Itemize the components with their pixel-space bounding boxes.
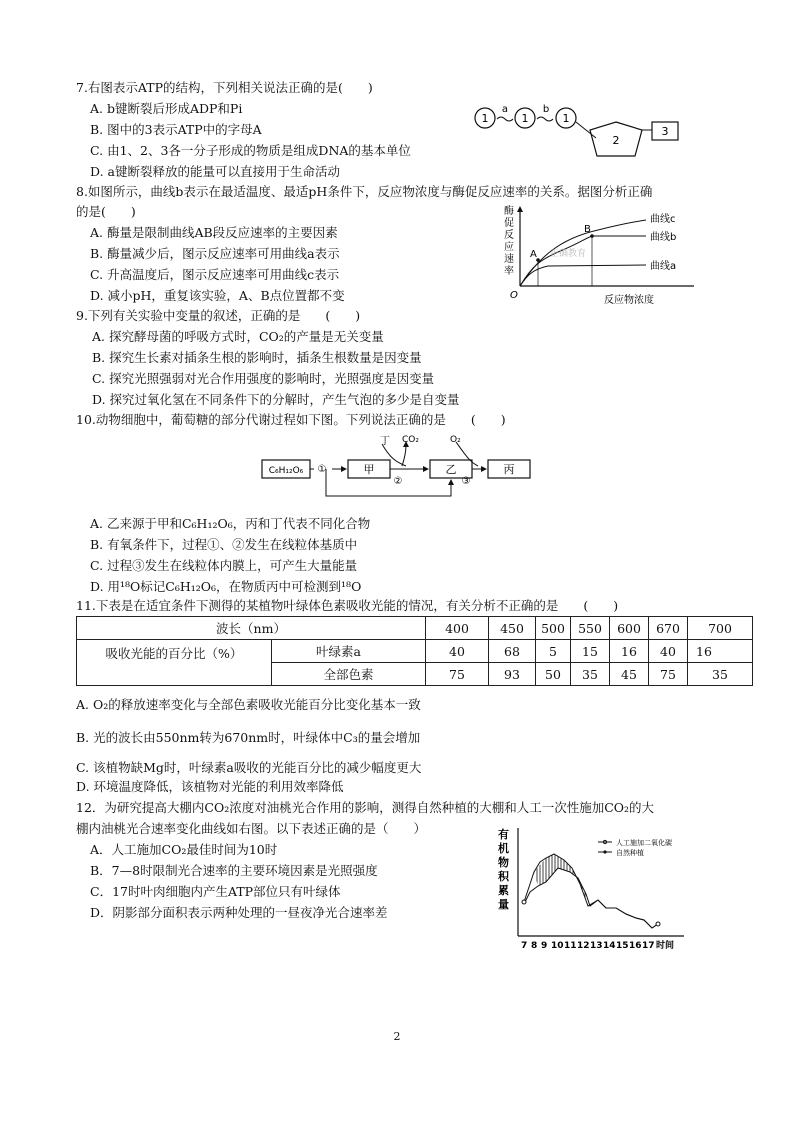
q10-stem: 10.动物细胞中，葡萄糖的部分代谢过程如下图。下列说法正确的是 ( ) bbox=[76, 412, 506, 427]
table-row bbox=[77, 640, 753, 663]
glucose-metabolism-diagram bbox=[256, 432, 556, 504]
q11-stem: 11.下表是在适宜条件下测得的某植物叶绿体色素吸收光能的情况，有关分析不正确的是 ( ) bbox=[76, 598, 619, 613]
q12-option-b: B．7—8时限制光合速率的主要环境因素是光照强度 bbox=[90, 863, 378, 878]
bing-box-label: 丙 bbox=[503, 463, 515, 476]
svg-text:积: 积 bbox=[498, 870, 509, 883]
enzyme-graph-xlabel: 反应物浓度 bbox=[604, 295, 654, 306]
svg-text:13: 13 bbox=[590, 941, 603, 951]
q9-option-c: C. 探究光照强弱对光合作用强度的影响时，光照强度是因变量 bbox=[92, 371, 435, 386]
table-cell: 40 bbox=[426, 640, 489, 663]
svg-text:反: 反 bbox=[504, 230, 514, 241]
svg-text:有: 有 bbox=[498, 828, 509, 841]
q7-option-d: D. a键断裂释放的能量可以直接用于生命活动 bbox=[90, 164, 340, 179]
table-cell: 45 bbox=[610, 663, 649, 686]
svg-text:9: 9 bbox=[541, 941, 548, 951]
enzyme-graph-origin: O bbox=[510, 290, 518, 301]
atp-phosphate-1: 1 bbox=[481, 112, 489, 125]
q10-option-c: C. 过程③发生在线粒体内膜上，可产生大量能量 bbox=[90, 558, 358, 573]
svg-text:累: 累 bbox=[498, 884, 509, 897]
svg-text:7: 7 bbox=[521, 941, 528, 951]
q8-option-d: D. 减小pH，重复该实验，A、B点位置都不变 bbox=[90, 288, 345, 303]
enzyme-graph-ylabel bbox=[504, 204, 514, 277]
svg-text:应: 应 bbox=[504, 242, 514, 253]
legend-natural: 自然种植 bbox=[616, 849, 644, 857]
table-cell: 400 bbox=[426, 617, 489, 640]
table-header-wavelength: 波长（nm） bbox=[77, 617, 426, 640]
page-number: 2 bbox=[393, 1030, 401, 1043]
q12-option-d: D．阴影部分面积表示两种处理的一昼夜净光合速率差 bbox=[90, 905, 388, 920]
q10-option-b: B. 有氧条件下，过程①、②发生在线粒体基质中 bbox=[90, 537, 358, 552]
atp-bond-b-label: b bbox=[542, 104, 550, 115]
svg-text:速: 速 bbox=[504, 254, 514, 265]
q8-option-c: C. 升高温度后，图示反应速率可用曲线c表示 bbox=[90, 267, 340, 282]
table-cell: 600 bbox=[610, 617, 649, 640]
atp-structure-diagram bbox=[470, 100, 690, 170]
q7-option-b: B. 图中的3表示ATP中的字母A bbox=[90, 122, 262, 137]
table-cell: 550 bbox=[571, 617, 610, 640]
curve-b-label: 曲线b bbox=[650, 232, 677, 243]
svg-text:量: 量 bbox=[498, 898, 509, 911]
svg-text:促: 促 bbox=[504, 218, 514, 229]
table-cell: 16 bbox=[610, 640, 649, 663]
svg-text:15: 15 bbox=[616, 941, 629, 951]
table-cell: 450 bbox=[489, 617, 536, 640]
table-cell: 93 bbox=[489, 663, 536, 686]
q12-option-c: C．17时叶肉细胞内产生ATP部位只有叶绿体 bbox=[90, 884, 341, 899]
atp-phosphate-3: 1 bbox=[562, 112, 570, 125]
curve-c-label: 曲线c bbox=[650, 214, 676, 225]
organic-graph-ylabel bbox=[498, 827, 510, 911]
table-cell: 700 bbox=[688, 617, 753, 640]
q10-option-d: D. 用¹⁸O标记C₆H₁₂O₆，在物质丙中可检测到¹⁸O bbox=[90, 579, 362, 594]
pigment-absorption-table bbox=[76, 616, 753, 686]
q9-option-d: D. 探究过氧化氢在不同条件下的分解时，产生气泡的多少是自变量 bbox=[92, 392, 460, 407]
table-cell: 15 bbox=[571, 640, 610, 663]
ding-label: 丁 bbox=[380, 436, 390, 447]
q7-stem: 7.右图表示ATP的结构，下列相关说法正确的是( ) bbox=[76, 80, 373, 95]
legend-artificial-co2: 人工施加二氧化碳 bbox=[616, 839, 672, 847]
atp-ribose-label: 2 bbox=[612, 134, 620, 147]
curve-a-label: 曲线a bbox=[650, 261, 677, 272]
svg-text:物: 物 bbox=[498, 856, 509, 869]
table-chla-label: 叶绿素a bbox=[272, 640, 426, 663]
table-cell: 5 bbox=[536, 640, 571, 663]
organic-matter-graph bbox=[494, 824, 704, 956]
q9-stem: 9.下列有关实验中变量的叙述，正确的是 ( ) bbox=[76, 308, 361, 323]
q7-option-a: A. b键断裂后形成ADP和Pi bbox=[90, 101, 243, 116]
svg-text:率: 率 bbox=[504, 266, 514, 277]
svg-text:酶: 酶 bbox=[504, 206, 514, 217]
jia-box-label: 甲 bbox=[363, 463, 375, 476]
step-3-label: ③ bbox=[461, 476, 471, 487]
point-b-label: B bbox=[584, 224, 591, 235]
organic-graph-xticks bbox=[521, 939, 674, 951]
q12-option-a: A．人工施加CO₂最佳时间为10时 bbox=[90, 842, 278, 857]
table-cell: 16 bbox=[688, 640, 753, 663]
q10-option-a: A. 乙来源于甲和C₆H₁₂O₆，丙和丁代表不同化合物 bbox=[90, 516, 371, 531]
svg-text:16: 16 bbox=[629, 941, 642, 951]
table-cell: 500 bbox=[536, 617, 571, 640]
svg-text:17: 17 bbox=[642, 941, 655, 951]
table-cell: 50 bbox=[536, 663, 571, 686]
q9-option-b: B. 探究生长素对插条生根的影响时，插条生根数量是因变量 bbox=[92, 350, 422, 365]
table-all-pigments-label: 全部色素 bbox=[272, 663, 426, 686]
table-cell: 68 bbox=[489, 640, 536, 663]
q8-option-b: B. 酶量减少后，图示反应速率可用曲线a表示 bbox=[90, 246, 340, 261]
q8-stem-line2: 的是( ) bbox=[76, 204, 136, 219]
svg-text:12: 12 bbox=[577, 941, 590, 951]
svg-text:11: 11 bbox=[564, 941, 577, 951]
q12-stem-line2: 棚内油桃光合速率变化曲线如右图。以下表述正确的是（ ） bbox=[76, 821, 427, 836]
svg-text:8: 8 bbox=[531, 941, 538, 951]
atp-phosphate-2: 1 bbox=[521, 112, 529, 125]
step-1-label: ① bbox=[317, 464, 327, 475]
table-cell: 35 bbox=[571, 663, 610, 686]
table-row-label: 吸收光能的百分比（%） bbox=[77, 640, 272, 686]
svg-text:14: 14 bbox=[603, 941, 616, 951]
organic-graph-xunit: 时间 bbox=[656, 941, 675, 951]
svg-text:10: 10 bbox=[551, 941, 564, 951]
q11-option-a: A. O₂的释放速率变化与全部色素吸收光能百分比变化基本一致 bbox=[76, 697, 421, 712]
q11-option-d: D. 环境温度降低，该植物对光能的利用效率降低 bbox=[76, 779, 344, 794]
co2-label: CO₂ bbox=[402, 435, 419, 445]
q12-stem-line1: 12．为研究提高大棚内CO₂浓度对油桃光合作用的影响，测得自然种植的大棚和人工一次性施加CO₂的大 bbox=[76, 800, 655, 815]
svg-text:机: 机 bbox=[498, 842, 509, 855]
o2-label: O₂ bbox=[450, 435, 461, 445]
atp-base-label: 3 bbox=[661, 125, 669, 138]
table-cell: 35 bbox=[688, 663, 753, 686]
enzyme-rate-graph bbox=[498, 204, 698, 308]
glucose-box-label: C₆H₁₂O₆ bbox=[268, 466, 304, 476]
table-cell: 75 bbox=[426, 663, 489, 686]
yi-box-label: 乙 bbox=[445, 463, 457, 476]
step-2-label: ② bbox=[393, 476, 403, 487]
q8-stem-line1: 8.如图所示，曲线b表示在最适温度、最适pH条件下，反应物浓度与酶促反应速率的关系。据图分析正确 bbox=[76, 184, 653, 199]
q9-option-a: A. 探究酵母菌的呼吸方式时，CO₂的产量是无关变量 bbox=[92, 329, 384, 344]
watermark-text: 正确教育 bbox=[550, 249, 587, 259]
q7-option-c: C. 由1、2、3各一分子形成的物质是组成DNA的基本单位 bbox=[90, 143, 411, 158]
table-cell: 670 bbox=[649, 617, 688, 640]
q11-option-c: C. 该植物缺Mg时，叶绿素a吸收的光能百分比的减少幅度更大 bbox=[76, 760, 422, 775]
q11-option-b: B. 光的波长由550nm转为670nm时，叶绿体中C₃的量会增加 bbox=[76, 730, 421, 745]
table-row bbox=[77, 617, 753, 640]
table-cell: 75 bbox=[649, 663, 688, 686]
atp-bond-a-label: a bbox=[501, 104, 509, 115]
q8-option-a: A. 酶量是限制曲线AB段反应速率的主要因素 bbox=[90, 225, 338, 240]
table-cell: 40 bbox=[649, 640, 688, 663]
point-a-label: A bbox=[530, 249, 537, 260]
